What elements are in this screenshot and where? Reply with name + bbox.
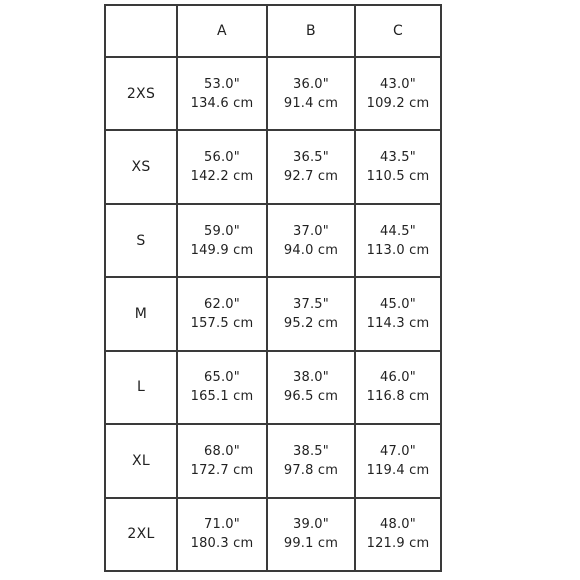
measurement-cell-b bbox=[267, 277, 355, 350]
inches-value: 62.0" bbox=[204, 296, 240, 312]
size-label: 2XL bbox=[105, 498, 177, 571]
inches-value: 39.0" bbox=[293, 517, 329, 533]
size-label: S bbox=[105, 204, 177, 277]
centimeters-value: 113.0 cm bbox=[366, 242, 430, 258]
centimeters-value: 91.4 cm bbox=[283, 95, 339, 111]
centimeters-value: 157.5 cm bbox=[190, 315, 254, 331]
measurement-cell-b bbox=[267, 57, 355, 130]
centimeters-value: 94.0 cm bbox=[283, 242, 339, 258]
centimeters-value: 134.6 cm bbox=[190, 95, 254, 111]
measurement-cell-b bbox=[267, 424, 355, 497]
inches-value: 38.0" bbox=[293, 370, 329, 386]
size-label: XS bbox=[105, 130, 177, 203]
inches-value: 37.5" bbox=[293, 296, 329, 312]
inches-value: 43.0" bbox=[380, 76, 416, 92]
centimeters-value: 97.8 cm bbox=[283, 462, 339, 478]
centimeters-value: 142.2 cm bbox=[190, 169, 254, 185]
inches-value: 65.0" bbox=[204, 370, 240, 386]
measurement-cell-b bbox=[267, 351, 355, 424]
measurement-cell-b bbox=[267, 130, 355, 203]
centimeters-value: 149.9 cm bbox=[190, 242, 254, 258]
centimeters-value: 99.1 cm bbox=[283, 536, 339, 552]
measurement-cell-b bbox=[267, 498, 355, 571]
column-header-a: A bbox=[177, 5, 267, 57]
measurement-cell-a bbox=[177, 277, 267, 350]
inches-value: 53.0" bbox=[204, 76, 240, 92]
measurement-cell-a bbox=[177, 498, 267, 571]
inches-value: 56.0" bbox=[204, 150, 240, 166]
inches-value: 36.0" bbox=[293, 76, 329, 92]
measurement-cell-a bbox=[177, 130, 267, 203]
centimeters-value: 116.8 cm bbox=[366, 389, 430, 405]
inches-value: 44.5" bbox=[380, 223, 416, 239]
centimeters-value: 121.9 cm bbox=[366, 536, 430, 552]
inches-value: 59.0" bbox=[204, 223, 240, 239]
measurement-cell-c bbox=[355, 130, 441, 203]
size-label: M bbox=[105, 277, 177, 350]
inches-value: 37.0" bbox=[293, 223, 329, 239]
table-body bbox=[105, 57, 441, 571]
centimeters-value: 180.3 cm bbox=[190, 536, 254, 552]
inches-value: 71.0" bbox=[204, 517, 240, 533]
measurement-cell-c bbox=[355, 351, 441, 424]
measurement-cell-a bbox=[177, 57, 267, 130]
measurement-cell-a bbox=[177, 351, 267, 424]
column-header-c: C bbox=[355, 5, 441, 57]
table-row bbox=[105, 204, 441, 277]
measurement-cell-a bbox=[177, 424, 267, 497]
size-label: L bbox=[105, 351, 177, 424]
size-label: 2XS bbox=[105, 57, 177, 130]
measurement-cell-c bbox=[355, 204, 441, 277]
table-row bbox=[105, 351, 441, 424]
table-row bbox=[105, 130, 441, 203]
inches-value: 43.5" bbox=[380, 150, 416, 166]
inches-value: 46.0" bbox=[380, 370, 416, 386]
table-row bbox=[105, 277, 441, 350]
table-header bbox=[105, 5, 441, 57]
centimeters-value: 110.5 cm bbox=[366, 169, 430, 185]
centimeters-value: 95.2 cm bbox=[283, 315, 339, 331]
inches-value: 47.0" bbox=[380, 443, 416, 459]
centimeters-value: 96.5 cm bbox=[283, 389, 339, 405]
table-row bbox=[105, 424, 441, 497]
header-row bbox=[105, 5, 441, 57]
centimeters-value: 92.7 cm bbox=[283, 169, 339, 185]
measurement-cell-c bbox=[355, 424, 441, 497]
inches-value: 45.0" bbox=[380, 296, 416, 312]
measurement-cell-c bbox=[355, 498, 441, 571]
measurement-cell-c bbox=[355, 277, 441, 350]
inches-value: 36.5" bbox=[293, 150, 329, 166]
measurement-cell-b bbox=[267, 204, 355, 277]
size-label: XL bbox=[105, 424, 177, 497]
measurement-cell-a bbox=[177, 204, 267, 277]
table-row bbox=[105, 498, 441, 571]
measurement-cell-c bbox=[355, 57, 441, 130]
inches-value: 68.0" bbox=[204, 443, 240, 459]
centimeters-value: 119.4 cm bbox=[366, 462, 430, 478]
size-chart-table bbox=[104, 4, 442, 572]
table-row bbox=[105, 57, 441, 130]
centimeters-value: 172.7 cm bbox=[190, 462, 254, 478]
centimeters-value: 114.3 cm bbox=[366, 315, 430, 331]
inches-value: 38.5" bbox=[293, 443, 329, 459]
centimeters-value: 165.1 cm bbox=[190, 389, 254, 405]
corner-cell bbox=[105, 5, 177, 57]
inches-value: 48.0" bbox=[380, 517, 416, 533]
column-header-b: B bbox=[267, 5, 355, 57]
centimeters-value: 109.2 cm bbox=[366, 95, 430, 111]
